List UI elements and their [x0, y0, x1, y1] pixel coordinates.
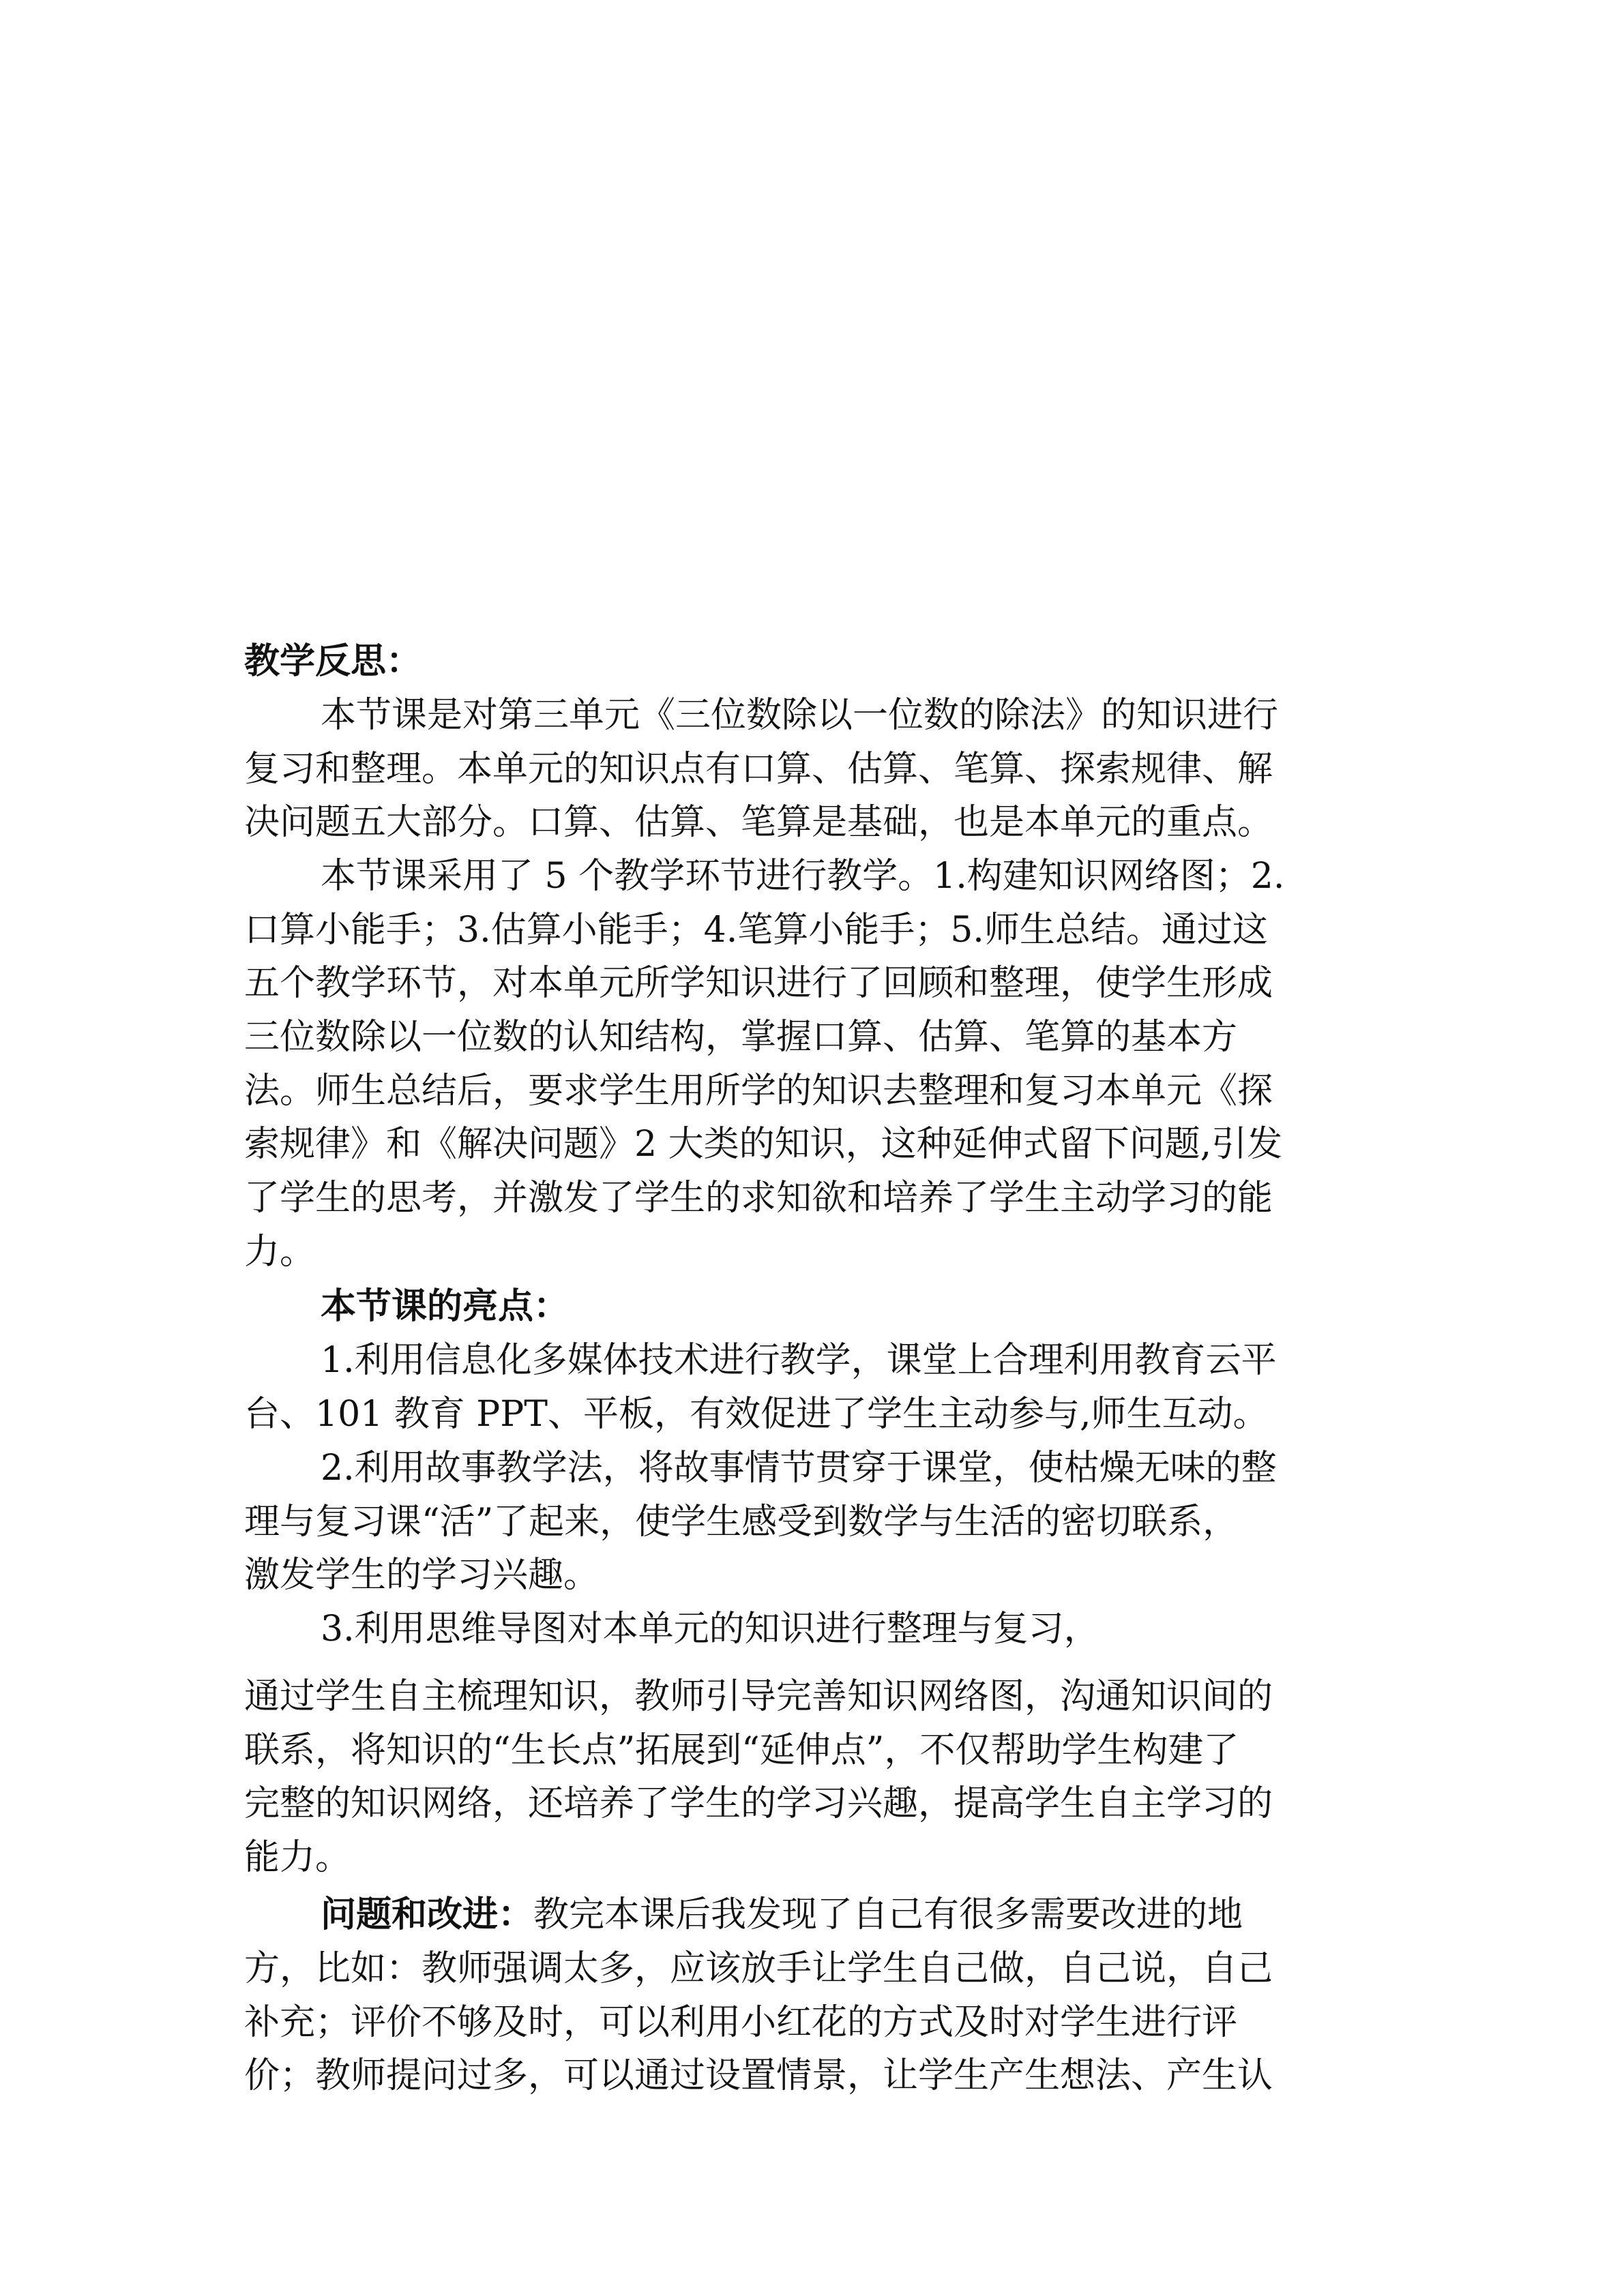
- paragraph-line: 决问题五大部分。口算、估算、笔算是基础，也是本单元的重点。: [244, 802, 1273, 843]
- reflection-heading: 教学反思：: [244, 640, 422, 682]
- paragraph-line: 索规律》和《解决问题》2 大类的知识，这种延伸式留下问题,引发: [244, 1124, 1283, 1165]
- paragraph-line: 通过学生自主梳理知识，教师引导完善知识网络图，沟通知识间的: [244, 1676, 1273, 1717]
- paragraph-line: 五个教学环节，对本单元所学知识进行了回顾和整理，使学生形成: [244, 963, 1273, 1004]
- paragraph-line: 口算小能手；3.估算小能手；4.笔算小能手；5.师生总结。通过这: [244, 910, 1268, 951]
- paragraph-line: 激发学生的学习兴趣。: [244, 1555, 600, 1596]
- paragraph-line: 力。: [244, 1232, 316, 1272]
- paragraph-line: 台、101 教育 PPT、平板，有效促进了学生主动参与,师生互动。: [244, 1394, 1269, 1435]
- paragraph-line: 完整的知识网络，还培养了学生的学习兴趣，提高学生自主学习的: [244, 1783, 1273, 1824]
- problems-heading: 问题和改进：: [321, 1894, 534, 1935]
- highlights-heading: 本节课的亮点：: [321, 1285, 570, 1327]
- problems-first-text: 教完本课后我发现了自己有很多需要改进的地: [533, 1894, 1243, 1935]
- paragraph-line: 复习和整理。本单元的知识点有口算、估算、笔算、探索规律、解: [244, 749, 1273, 790]
- paragraph-line: 3.利用思维导图对本单元的知识进行整理与复习，: [321, 1609, 1099, 1650]
- paragraph-line: 方，比如：教师强调太多，应该放手让学生自己做，自己说，自己: [244, 1948, 1273, 1989]
- paragraph-line: 三位数除以一位数的认知结构，掌握口算、估算、笔算的基本方: [244, 1017, 1238, 1058]
- paragraph-line: 补充；评价不够及时，可以利用小红花的方式及时对学生进行评: [244, 2002, 1238, 2043]
- problems-line: [321, 1894, 1243, 1935]
- paragraph-line: 1.利用信息化多媒体技术进行教学，课堂上合理利用教育云平: [321, 1340, 1277, 1381]
- paragraph-line: 法。师生总结后，要求学生用所学的知识去整理和复习本单元《探: [244, 1071, 1273, 1112]
- paragraph-line: 2.利用故事教学法，将故事情节贯穿于课堂，使枯燥无味的整: [321, 1448, 1277, 1489]
- paragraph-line: 联系，将知识的“生长点”拓展到“延伸点”，不仅帮助学生构建了: [244, 1730, 1239, 1771]
- paragraph-line: 能力。: [244, 1837, 351, 1878]
- paragraph-line: 价；教师提问过多，可以通过设置情景，让学生产生想法、产生认: [244, 2055, 1273, 2096]
- paragraph-line: 了学生的思考，并激发了学生的求知欲和培养了学生主动学习的能: [244, 1178, 1273, 1219]
- paragraph-line: 本节课是对第三单元《三位数除以一位数的除法》的知识进行: [321, 695, 1279, 736]
- paragraph-line: 理与复习课“活”了起来，使学生感受到数学与生活的密切联系，: [244, 1502, 1239, 1542]
- paragraph-line: 本节课采用了 5 个教学环节进行教学。1.构建知识网络图；2.: [321, 856, 1285, 897]
